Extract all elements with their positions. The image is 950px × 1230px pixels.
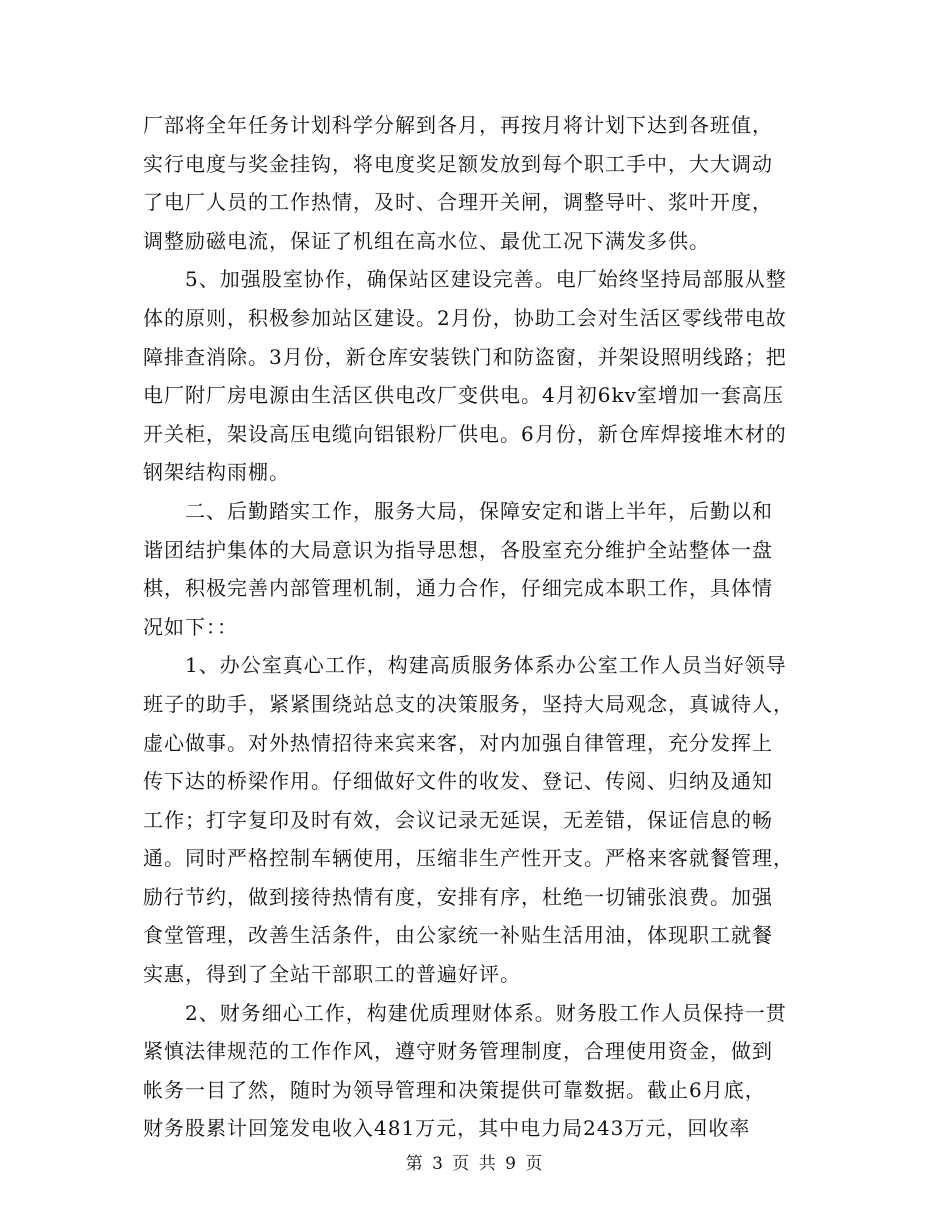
document-body bbox=[143, 106, 811, 1148]
paragraph-line: 紧慎法律规范的工作作风，遵守财务管理制度，合理使用资金，做到 bbox=[143, 1039, 773, 1064]
paragraph-line: 谐团结护集体的大局意识为指导思想，各股室充分维护全站整体一盘 bbox=[143, 537, 773, 562]
paragraph-first-line: 1、办公室真心工作，构建高质服务体系办公室工作人员当好领导 bbox=[185, 653, 787, 678]
paragraph-line: 工作；打字复印及时有效，会议记录无延误，无差错，保证信息的畅 bbox=[143, 807, 773, 832]
paragraph-line: 了电厂人员的工作热情，及时、合理开关闸，调整导叶、浆叶开度， bbox=[143, 190, 773, 215]
paragraph-line: 棋，积极完善内部管理机制，通力合作，仔细完成本职工作，具体情 bbox=[143, 576, 773, 601]
paragraph-line: 厂部将全年任务计划科学分解到各月，再按月将计划下达到各班值， bbox=[143, 113, 773, 137]
paragraph-line: 班子的助手，紧紧围绕站总支的决策服务，坚持大局观念，真诚待人， bbox=[143, 691, 794, 716]
paragraph-first-line: 2、财务细心工作，构建优质理财体系。财务股工作人员保持一贯 bbox=[185, 1000, 787, 1025]
paragraph-line: 传下达的桥梁作用。仔细做好文件的收发、登记、传阅、归纳及通知 bbox=[143, 769, 773, 794]
paragraph-line: 励行节约，做到接待热情有度，安排有序，杜绝一切铺张浪费。加强 bbox=[143, 884, 773, 909]
paragraph-line: 通。同时严格控制车辆使用，压缩非生产性开支。严格来客就餐管理， bbox=[143, 846, 794, 871]
paragraph-line: 实惠，得到了全站干部职工的普遍好评。 bbox=[143, 962, 521, 987]
paragraph-line: 况如下：： bbox=[143, 614, 238, 639]
paragraph-line: 食堂管理，改善生活条件，由公家统一补贴生活用油，体现职工就餐 bbox=[143, 923, 773, 948]
page-footer: 第 3 页 共 9 页 bbox=[405, 1154, 545, 1174]
paragraph-first-line: 5、加强股室协作，确保站区建设完善。电厂始终坚持局部服从整 bbox=[185, 267, 787, 292]
paragraph-first-line: 二、后勤踏实工作，服务大局，保障安定和谐上半年，后勤以和 bbox=[185, 498, 773, 523]
paragraph-line: 障排查消除。3月份，新仓库安装铁门和防盗窗，并架设照明线路；把 bbox=[143, 344, 787, 369]
paragraph-line: 调整励磁电流，保证了机组在高水位、最优工况下满发多供。 bbox=[143, 228, 710, 253]
paragraph-line: 体的原则，积极参加站区建设。2月份，协助工会对生活区零线带电故 bbox=[143, 305, 787, 330]
paragraph-line: 财务股累计回笼发电收入481万元，其中电力局243万元，回收率 bbox=[143, 1116, 751, 1141]
paragraph-line: 实行电度与奖金挂钩，将电度奖足额发放到每个职工手中，大大调动 bbox=[143, 151, 773, 176]
paragraph-line: 电厂附厂房电源由生活区供电改厂变供电。4月初6kv室增加一套高压 bbox=[143, 383, 784, 408]
paragraph-line: 开关柜，架设高压电缆向铝银粉厂供电。6月份，新仓库焊接堆木材的 bbox=[143, 421, 787, 446]
paragraph-line: 钢架结构雨棚。 bbox=[143, 460, 290, 485]
paragraph-line: 帐务一目了然，随时为领导管理和决策提供可靠数据。截止6月底， bbox=[143, 1077, 766, 1102]
paragraph-line: 虚心做事。对外热情招待来宾来客，对内加强自律管理，充分发挥上 bbox=[143, 730, 773, 755]
